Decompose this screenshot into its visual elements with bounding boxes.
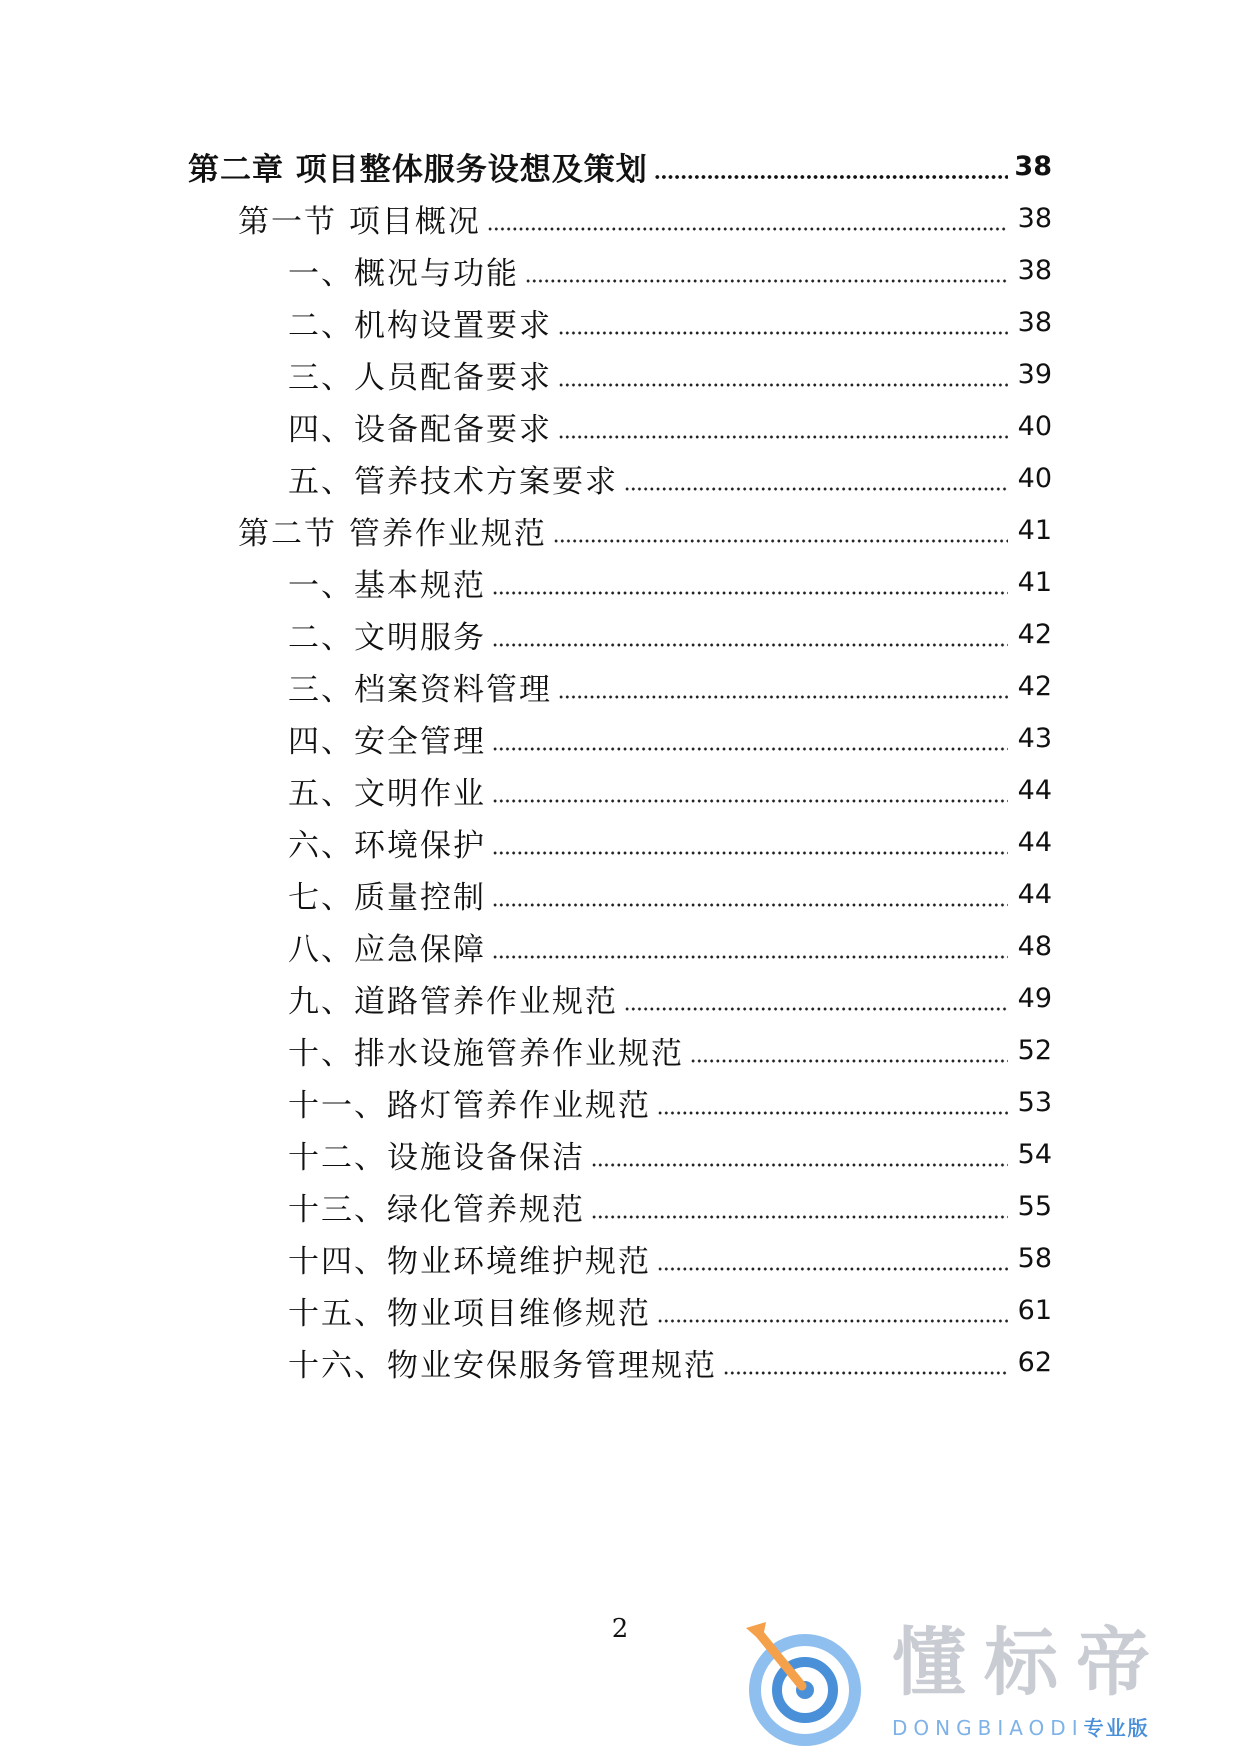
- dot-leader: [492, 955, 1008, 959]
- watermark-subtitle: [892, 1712, 1150, 1741]
- toc-entry-label: 三、人员配备要求: [288, 359, 552, 396]
- dot-leader: [624, 487, 1008, 491]
- toc-entry-page: 44: [1017, 826, 1052, 858]
- toc-entry[interactable]: [288, 870, 1052, 918]
- toc-entry-section-1[interactable]: [238, 194, 1052, 242]
- toc-entry-label: 四、安全管理: [288, 723, 486, 760]
- toc-entry[interactable]: [288, 818, 1052, 866]
- toc-entry[interactable]: [288, 1130, 1052, 1178]
- toc-entry-label: 二、文明服务: [288, 619, 486, 656]
- watermark-edition: 专业版: [1083, 1716, 1150, 1740]
- watermark: [740, 1618, 1220, 1748]
- toc-entry-page: 61: [1017, 1294, 1052, 1326]
- toc-entry-label: 一、概况与功能: [288, 255, 519, 292]
- toc-entry-label: 九、道路管养作业规范: [288, 983, 618, 1020]
- toc-entry[interactable]: [288, 1182, 1052, 1230]
- toc-entry-page: 39: [1017, 358, 1052, 390]
- toc-entry-page: 44: [1017, 878, 1052, 910]
- toc-entry[interactable]: [288, 1286, 1052, 1334]
- dot-leader: [657, 1319, 1008, 1323]
- toc-entry-page: 58: [1017, 1242, 1052, 1274]
- toc-entry-label: 四、设备配备要求: [288, 411, 552, 448]
- toc-entry-label: 八、应急保障: [288, 931, 486, 968]
- toc-entry-chapter-2[interactable]: [188, 142, 1052, 190]
- watermark-pinyin: DONGBIAODI: [892, 1716, 1084, 1740]
- dot-leader: [690, 1059, 1008, 1063]
- toc-entry-page: 40: [1017, 410, 1052, 442]
- dot-leader: [624, 1007, 1008, 1011]
- toc-entry-page: 41: [1017, 566, 1052, 598]
- toc-entry-label: 十三、绿化管养规范: [288, 1191, 585, 1228]
- toc-entry-page: 49: [1017, 982, 1052, 1014]
- dot-leader: [492, 851, 1008, 855]
- dot-leader: [492, 591, 1008, 595]
- toc-entry[interactable]: [288, 662, 1052, 710]
- toc-entry-label: 五、文明作业: [288, 775, 486, 812]
- toc-entry[interactable]: [288, 922, 1052, 970]
- dot-leader: [492, 747, 1008, 751]
- toc-entry-page: 54: [1017, 1138, 1052, 1170]
- dot-leader: [591, 1163, 1008, 1167]
- dot-leader: [591, 1215, 1008, 1219]
- toc-entry-label: 十、排水设施管养作业规范: [288, 1035, 684, 1072]
- dot-leader: [657, 1111, 1008, 1115]
- toc-entry-label: 六、环境保护: [288, 827, 486, 864]
- toc-entry-page: 38: [1014, 150, 1052, 182]
- toc-entry[interactable]: [288, 974, 1052, 1022]
- toc-entry-label: 十二、设施设备保洁: [288, 1139, 585, 1176]
- toc-entry-page: 42: [1017, 618, 1052, 650]
- toc-entry-label: 五、管养技术方案要求: [288, 463, 618, 500]
- toc-entry[interactable]: [288, 610, 1052, 658]
- toc-entry[interactable]: [288, 298, 1052, 346]
- toc-entry[interactable]: [288, 1078, 1052, 1126]
- dot-leader: [492, 903, 1008, 907]
- toc-entry-page: 53: [1017, 1086, 1052, 1118]
- dot-leader: [492, 643, 1008, 647]
- toc-entry-label: 第二节 管养作业规范: [238, 515, 547, 552]
- toc-entry[interactable]: [288, 1234, 1052, 1282]
- toc-entry[interactable]: [288, 1338, 1052, 1386]
- dot-leader: [558, 331, 1008, 335]
- toc-entry-label: 二、机构设置要求: [288, 307, 552, 344]
- toc-entry-label: 十五、物业项目维修规范: [288, 1295, 651, 1332]
- toc-entry[interactable]: [288, 246, 1052, 294]
- toc-entry[interactable]: [288, 454, 1052, 502]
- dot-leader: [553, 539, 1008, 543]
- toc-entry-label: 第一节 项目概况: [238, 203, 481, 240]
- toc-entry[interactable]: [288, 766, 1052, 814]
- toc-entry[interactable]: [288, 350, 1052, 398]
- dot-leader: [558, 435, 1008, 439]
- dot-leader: [657, 1267, 1008, 1271]
- toc-entry-label: 十四、物业环境维护规范: [288, 1243, 651, 1280]
- dot-leader: [558, 695, 1008, 699]
- dot-leader: [525, 279, 1008, 283]
- dot-leader: [654, 175, 1008, 179]
- dot-leader: [558, 383, 1008, 387]
- toc-entry-label: 三、档案资料管理: [288, 671, 552, 708]
- toc-entry-label: 一、基本规范: [288, 567, 486, 604]
- dot-leader: [723, 1371, 1008, 1375]
- watermark-brand: 懂标帝: [892, 1620, 1168, 1706]
- toc-entry-page: 42: [1017, 670, 1052, 702]
- toc-entry-label: 第二章 项目整体服务设想及策划: [188, 151, 648, 188]
- dot-leader: [492, 799, 1008, 803]
- toc-entry-page: 52: [1017, 1034, 1052, 1066]
- toc-entry[interactable]: [288, 1026, 1052, 1074]
- toc-entry[interactable]: [288, 402, 1052, 450]
- toc-entry-page: 40: [1017, 462, 1052, 494]
- toc-entry-page: 44: [1017, 774, 1052, 806]
- target-logo-icon: [740, 1618, 870, 1748]
- dot-leader: [487, 227, 1008, 231]
- toc-entry-section-2[interactable]: [238, 506, 1052, 554]
- toc-entry-page: 41: [1017, 514, 1052, 546]
- toc-entry-page: 38: [1017, 306, 1052, 338]
- toc-entry[interactable]: [288, 558, 1052, 606]
- toc-entry-label: 七、质量控制: [288, 879, 486, 916]
- toc-entry-page: 43: [1017, 722, 1052, 754]
- toc-entry-page: 62: [1017, 1346, 1052, 1378]
- toc-entry-page: 48: [1017, 930, 1052, 962]
- toc-entry-page: 55: [1017, 1190, 1052, 1222]
- page-number: 2: [611, 1614, 629, 1644]
- toc-entry-page: 38: [1017, 202, 1052, 234]
- toc-entry-label: 十一、路灯管养作业规范: [288, 1087, 651, 1124]
- toc-entry[interactable]: [288, 714, 1052, 762]
- toc-entry-label: 十六、物业安保服务管理规范: [288, 1347, 717, 1384]
- toc-entry-page: 38: [1017, 254, 1052, 286]
